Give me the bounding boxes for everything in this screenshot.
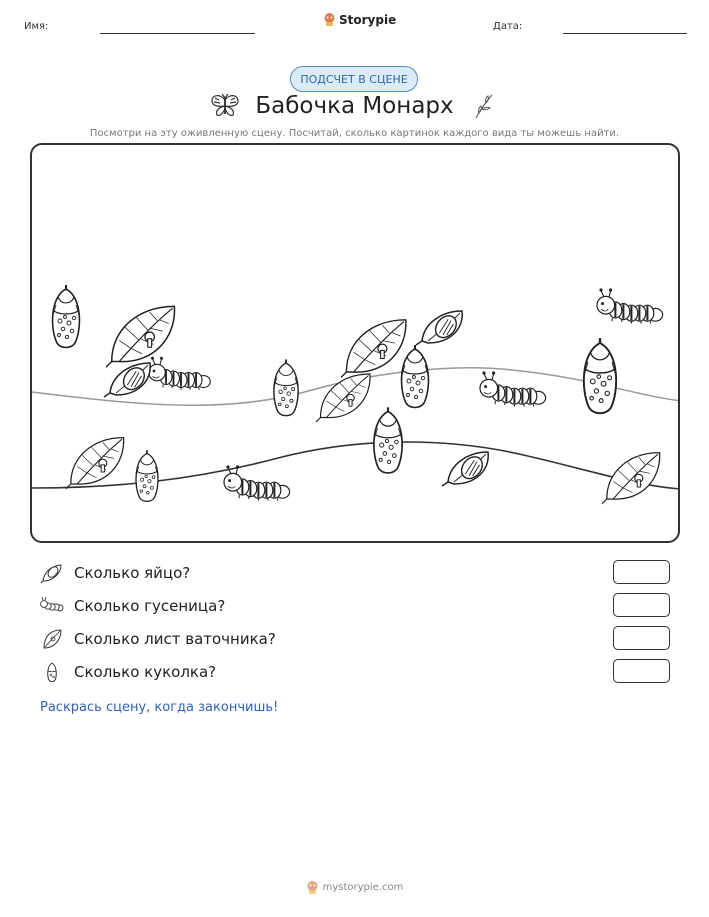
question-chrysalises	[40, 659, 670, 685]
question-eggs-text: Сколько яйцо?	[74, 564, 191, 582]
date-line[interactable]	[563, 33, 687, 34]
title-row	[0, 92, 709, 120]
egg-2	[416, 311, 462, 345]
egg-1	[104, 363, 150, 397]
answer-eggs-input[interactable]	[613, 560, 670, 584]
milkweed-leaf-1	[106, 306, 175, 367]
instructions-text: Посмотри на эту оживленную сцену. Посчитай, сколько картинок каждого вида ты можешь найти.	[89, 128, 620, 139]
chrysalis-6	[136, 450, 158, 501]
milkweed-leaf-icon	[40, 627, 64, 651]
question-caterpillars-text: Сколько гусеница?	[74, 597, 226, 615]
name-line[interactable]	[100, 33, 255, 34]
coloring-note: Раскрась сцену, когда закончишь!	[40, 700, 279, 715]
answer-leaves-input[interactable]	[613, 626, 670, 650]
storypie-mascot-icon	[306, 880, 319, 895]
chrysalis-3	[402, 345, 429, 408]
egg-3	[442, 452, 488, 486]
caterpillar-4	[224, 465, 290, 500]
caterpillar-1	[149, 357, 211, 390]
butterfly-icon	[209, 92, 241, 120]
scene-illustration	[32, 145, 680, 543]
egg-icon	[40, 561, 64, 585]
chrysalis-icon	[40, 660, 64, 684]
milkweed-leaf-2	[341, 320, 406, 378]
chrysalis-4	[584, 338, 616, 413]
storypie-mascot-icon	[323, 12, 336, 27]
chrysalis-2	[274, 359, 298, 415]
chrysalis-1	[53, 285, 80, 348]
counting-scene	[30, 143, 680, 543]
question-leaves	[40, 626, 670, 652]
caterpillar-3	[480, 371, 546, 406]
milkweed-leaf-3	[316, 374, 370, 422]
chrysalis-5	[374, 407, 402, 473]
question-chrysalises-text: Сколько куколка?	[74, 663, 217, 681]
activity-badge: ПОДСЧЕТ В СЦЕНЕ	[290, 66, 418, 92]
answer-chrysalises-input[interactable]	[613, 659, 670, 683]
caterpillar-icon	[40, 594, 64, 618]
page-title: Бабочка Монарх	[255, 93, 454, 119]
question-leaves-text: Сколько лист ваточника?	[74, 630, 276, 648]
brand-logo	[323, 12, 396, 27]
milkweed-leaf-4	[66, 438, 124, 489]
footer	[0, 880, 709, 895]
question-eggs	[40, 560, 670, 586]
answer-caterpillars-input[interactable]	[613, 593, 670, 617]
caterpillar-2	[597, 288, 663, 323]
milkweed-sprig-icon	[468, 92, 500, 120]
footer-url[interactable]: mystorypie.com	[322, 882, 404, 893]
name-label: Имя:	[24, 21, 49, 32]
date-label: Дата:	[493, 21, 523, 32]
brand-name: Storypie	[339, 12, 397, 27]
milkweed-leaf-5	[602, 453, 660, 504]
question-caterpillars	[40, 593, 670, 619]
